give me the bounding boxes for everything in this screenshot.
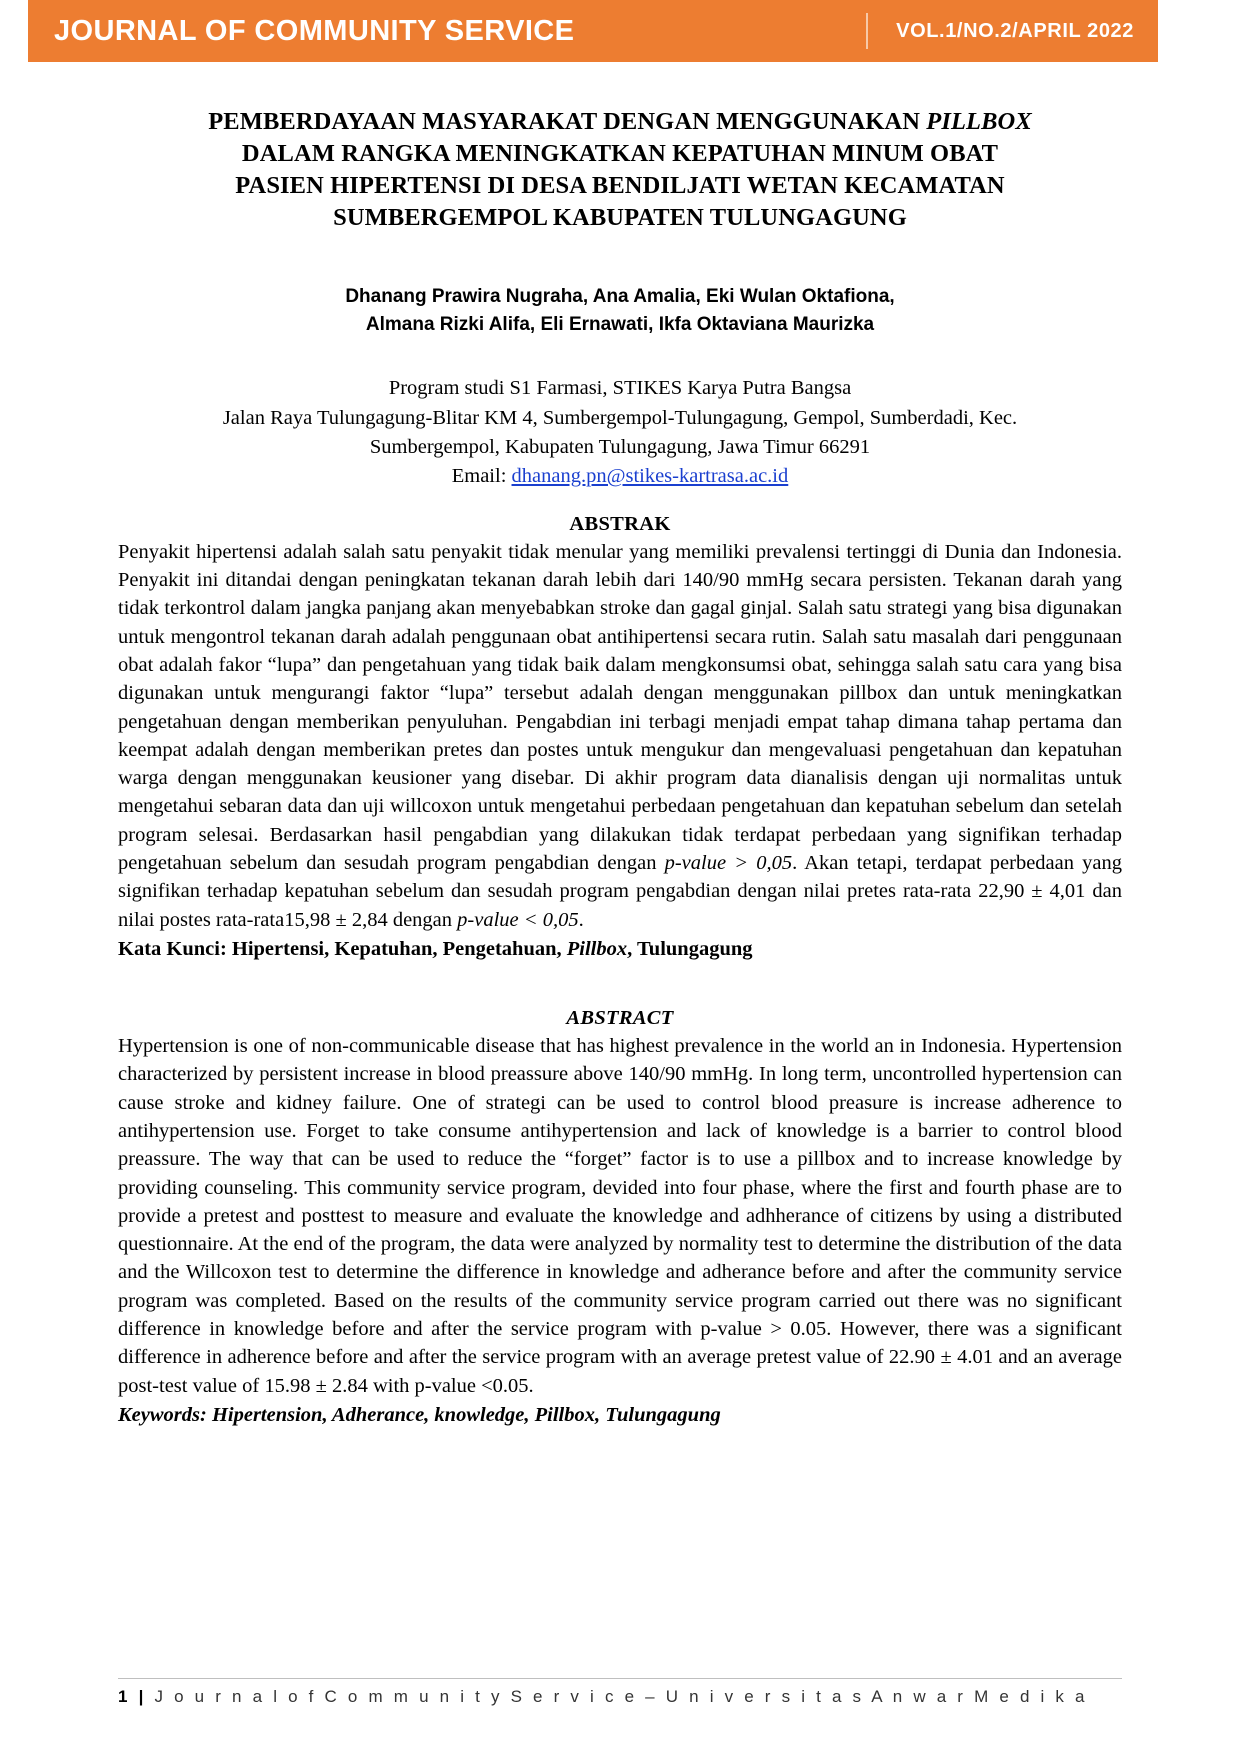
affiliation-line-3: Sumbergempol, Kabupaten Tulungagung, Jawa Timur 66291: [369, 435, 871, 458]
article-content: [0, 106, 1240, 1429]
affiliation-line-1: Program studi S1 Farmasi, STIKES Karya Putra Bangsa: [388, 377, 852, 400]
email-link[interactable]: dhanang.pn@stikes-kartrasa.ac.id: [511, 464, 789, 487]
keywords-en: Keywords: Hipertension, Adherance, knowledge, Pillbox, Tulungagung: [118, 1403, 721, 1426]
affiliation-block: [118, 374, 1122, 461]
keywords-id: [118, 935, 1122, 963]
abstract-id-part-3: .: [578, 908, 584, 931]
page-title: [118, 106, 1122, 233]
abstract-heading-en: ABSTRACT: [566, 1007, 674, 1030]
affiliation-line-2: Jalan Raya Tulungagung-Blitar KM 4, Sumbergempol-Tulungagung, Gempol, Sumberdadi, Kec.: [222, 406, 1018, 429]
keywords-id-italic: Pillbox: [566, 937, 628, 960]
keywords-id-label: Kata Kunci: Hipertensi, Kepatuhan, Pengetahuan,: [118, 937, 567, 960]
title-line-1-italic: PILLBOX: [926, 108, 1032, 135]
abstract-body-id: [118, 538, 1122, 934]
title-line-2: DALAM RANGKA MENINGKATKAN KEPATUHAN MINUM OBAT: [241, 139, 999, 167]
email-label: Email:: [451, 464, 512, 487]
journal-name: JOURNAL OF COMMUNITY SERVICE: [54, 14, 575, 47]
footer-content: [118, 1687, 1122, 1707]
keywords-id-tail: , Tulungagung: [627, 937, 753, 960]
issue-info: VOL.1/NO.2/APRIL 2022: [896, 19, 1134, 42]
header-divider: [866, 13, 868, 49]
abstract-id-part-1: Penyakit hipertensi adalah salah satu penyakit tidak menular yang memiliki prevalensi tertinggi di Dunia dan Indonesia. Penyakit ini ditandai dengan peningkatan tekanan darah lebih dari 140/90 mmHg secara persisten. Tekanan darah yang tidak terkontrol dalam jangka panjang akan menyebabkan stroke dan gagal ginjal. Salah satu strategi yang bisa digunakan untuk mengontrol tekanan darah adalah penggunaan obat antihipertensi secara rutin. Salah satu masalah dari penggunaan obat adalah fakor “lupa” dan pengetahuan yang tidak baik dalam mengkonsumsi obat, sehingga salah satu cara yang bisa digunakan untuk mengurangi faktor “lupa” tersebut adalah dengan menggunakan pillbox dan untuk meningkatkan pengetahuan dengan memberikan penyuluhan. Pengabdian ini terbagi menjadi empat tahap dimana tahap pertama dan keempat adalah dengan memberikan pretes dan postes untuk mengukur dan mengevaluasi pengetahuan dan kepatuhan warga dengan menggunakan keusioner yang disebar. Di akhir program data dianalisis dengan uji normalitas untuk mengetahui sebaran data dan uji willcoxon untuk mengetahui perbedaan pengetahuan dan kepatuhan sebelum dan setelah program selesai. Berdasarkan hasil pengabdian yang dilakukan tidak terdapat perbedaan yang signifikan terhadap pengetahuan sebelum dan sesudah program pengabdian dengan: [118, 540, 1122, 874]
page-number: 1 |: [118, 1687, 147, 1706]
author-list: [118, 283, 1122, 338]
section-spacer: [118, 963, 1122, 977]
page-footer: [118, 1678, 1122, 1707]
abstract-id-italic-1: p-value > 0,05: [664, 852, 793, 874]
footer-journal-text: J o u r n a l o f C o m m u n i t y S e r v i c e – U n i v e r s i t a s A n w a r M e d i k a: [154, 1687, 1088, 1706]
journal-header-band: [28, 0, 1158, 62]
authors-line-1: Dhanang Prawira Nugraha, Ana Amalia, Eki Wulan Oktafiona,: [345, 286, 895, 308]
contact-email-line: [118, 462, 1122, 491]
abstract-id-part-2: . Akan tetapi, terdapat perbedaan yang signifikan terhadap kepatuhan sebelum dan sesudah program pengabdian dengan nilai pretes rata-rata 22,90 ± 4,01 dan nilai postes rata-rata15,98 ± 2,84 dengan: [118, 852, 1122, 931]
title-line-3: PASIEN HIPERTENSI DI DESA BENDILJATI WETAN KECAMATAN: [235, 171, 1005, 199]
header-right-group: [866, 13, 1134, 49]
abstract-body-en: Hypertension is one of non-communicable disease that has highest prevalence in the world an in Indonesia. Hypertension characterized by persistent increase in blood preassure above 140/90 mmHg. In long term, uncontrolled hypertension can cause stroke and kidney failure. One of strategi can be used to control blood preasure is increase adherence to antihypertension use. Forget to take consume antihypertension and lack of knowledge is a barrier to control blood preassure. The way that can be used to reduce the “forget” factor is to use a pillbox and to increase knowledge by providing counseling. This community service program, devided into four phase, where the first and fourth phase are to provide a pretest and posttest to measure and evaluate the knowledge and adhherance of citizens by using a distributed questionnaire. At the end of the program, the data were analyzed by normality test to determine the distribution of the data and the Willcoxon test to determine the difference in knowledge and adherance before and after the community service program was completed. Based on the results of the community service program carried out there was no significant difference in knowledge before and after the service program with p-value > 0.05. However, there was a significant difference in adherence before and after the service program with an average pretest value of 22.90 ± 4.01 and an average post-test value of 15.98 ± 2.84 with p-value <0.05.: [118, 1035, 1122, 1397]
abstract-heading-id: ABSTRAK: [569, 512, 671, 535]
footer-divider: [118, 1678, 1122, 1679]
authors-line-2: Almana Rizki Alifa, Eli Ernawati, Ikfa Oktaviana Maurizka: [365, 313, 875, 335]
title-line-4: SUMBERGEMPOL KABUPATEN TULUNGAGUNG: [333, 203, 907, 231]
abstract-id-italic-2: p-value < 0,05: [457, 908, 579, 931]
title-line-1: PEMBERDAYAAN MASYARAKAT DENGAN MENGGUNAKAN: [208, 108, 927, 135]
